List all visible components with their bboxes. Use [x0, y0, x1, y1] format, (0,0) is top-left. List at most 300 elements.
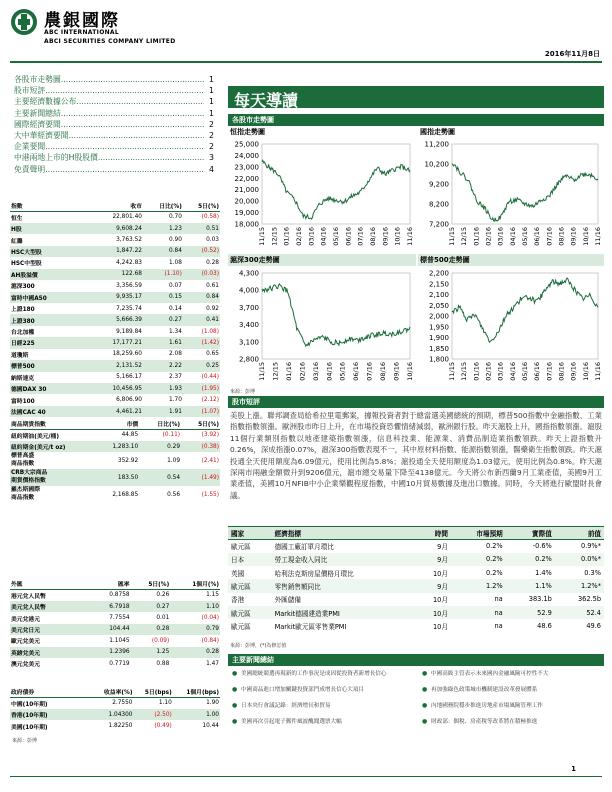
- table-header: 5日(bps): [133, 686, 172, 697]
- row-value: 0.15: [143, 292, 183, 303]
- toc-leader: [61, 74, 204, 85]
- econ-cell: 哈利法克斯房屋價格月環比: [274, 569, 354, 578]
- table-header: 5日(%): [131, 578, 171, 589]
- table-header: 日比(%): [143, 200, 183, 211]
- y-tick-label: 20,000: [234, 197, 259, 206]
- x-tick-label: 09/16: [569, 362, 578, 381]
- toc-leader: [45, 85, 204, 96]
- y-tick-label: 7,200: [428, 220, 449, 229]
- header-divider: [10, 61, 602, 63]
- econ-cell: 9月: [416, 579, 451, 592]
- table-row: [10, 469, 220, 486]
- row-value: 1.09: [167, 457, 181, 464]
- row-value: 0.26: [156, 592, 170, 599]
- row-label: 羅杰斯國際 商品指數: [11, 487, 40, 501]
- x-tick-label: 07/16: [356, 227, 365, 246]
- econ-row: [228, 593, 604, 606]
- plot-area: [452, 144, 598, 224]
- row-value: 0.7719: [109, 660, 130, 667]
- row-value: (1.95): [183, 383, 220, 394]
- table-row: [10, 697, 220, 708]
- x-tick-label: 04/16: [508, 227, 517, 246]
- table-row: [10, 280, 220, 291]
- econ-cell: 0.2%: [506, 553, 555, 566]
- table-row: [10, 234, 220, 245]
- y-tick-label: 2,800: [238, 355, 259, 364]
- x-tick-label: 05/16: [332, 227, 340, 246]
- row-value: (1.49): [181, 469, 220, 486]
- econ-cell: 52.4: [555, 606, 604, 619]
- row-value: 1.47: [206, 660, 219, 667]
- toc-page: 4: [209, 164, 214, 174]
- x-tick-label: 02/16: [484, 227, 493, 246]
- y-tick-label: 10,200: [424, 160, 449, 169]
- x-tick-label: 06/16: [533, 362, 542, 381]
- row-value: 1.10: [170, 601, 220, 612]
- row-value: (0.58): [201, 214, 219, 221]
- econ-cell: 10月: [432, 622, 448, 631]
- table-header: 政府債券: [10, 686, 92, 697]
- y-tick-label: 23,000: [234, 163, 259, 172]
- toc-page: 3: [209, 153, 214, 163]
- x-tick-label: 09/16: [381, 227, 390, 246]
- econ-cell: 0.0%*: [555, 553, 604, 566]
- row-value: 1.93: [143, 383, 183, 394]
- index-table: [10, 200, 220, 417]
- econ-cell: Markit德國建造業PMI: [272, 606, 416, 619]
- table-header: 收益率(%): [92, 686, 133, 697]
- toc-label: 國際經濟要聞: [14, 119, 61, 129]
- y-tick-label: 25,000: [234, 140, 259, 149]
- econ-cell: 1.2%*: [555, 579, 604, 592]
- table-row: [10, 246, 220, 257]
- toc-item[interactable]: [14, 85, 214, 96]
- table-row: [10, 612, 220, 623]
- table-row: [10, 406, 220, 417]
- row-value: 0.28: [206, 259, 219, 266]
- section-market-header: 股市短評: [228, 396, 604, 408]
- bullet-icon: ●: [232, 686, 238, 693]
- econ-cell: 歐元區: [231, 543, 251, 552]
- row-value: 1.82250: [108, 723, 133, 730]
- y-tick-label: 3,700: [238, 303, 259, 312]
- bullet-icon: ●: [232, 718, 238, 725]
- row-label: H股: [10, 223, 92, 234]
- x-tick-label: 08/16: [379, 362, 388, 381]
- row-value: 6.7918: [92, 601, 131, 612]
- row-value: 1.15: [206, 592, 219, 599]
- toc-item[interactable]: [14, 119, 214, 130]
- table-row: [10, 211, 220, 222]
- bullet-icon: ●: [232, 670, 238, 677]
- table-row: [10, 601, 220, 612]
- news-item: [422, 718, 602, 726]
- table-header: 5日(%): [183, 200, 220, 211]
- econ-cell: 0.2%: [485, 542, 503, 551]
- econ-source: 來源：彭博，(*)為修訂值: [230, 643, 287, 649]
- series-line: [452, 164, 598, 222]
- toc-leader: [45, 141, 204, 152]
- row-value: 122.68: [92, 269, 143, 280]
- news-item: [232, 686, 412, 694]
- row-label: 標普高盛 商品指數: [11, 453, 35, 467]
- hscei-chart: [418, 138, 604, 252]
- news-text: 財政部：個稅、房產稅等改革將在積極推進: [431, 719, 538, 725]
- econ-cell: 歐元區: [231, 622, 251, 631]
- toc-label: 股市短評: [14, 86, 46, 96]
- table-row: [10, 349, 220, 360]
- row-label: HSC中型股: [11, 261, 42, 268]
- news-item: [232, 718, 412, 726]
- row-value: 1.61: [143, 337, 183, 348]
- row-label: 英鎊兌美元: [10, 647, 92, 658]
- table-row: [10, 429, 220, 440]
- row-value: (1.55): [201, 491, 219, 498]
- toc-item[interactable]: [14, 108, 214, 119]
- row-value: 22,801.40: [112, 214, 142, 221]
- row-value: 0.28: [170, 647, 220, 658]
- row-label: 滬深300: [11, 284, 35, 291]
- news-item: [422, 670, 602, 678]
- row-value: 0.01: [156, 615, 170, 622]
- x-tick-label: 03/16: [311, 362, 320, 381]
- row-value: 1.91: [143, 406, 183, 417]
- x-tick-label: 11/15: [448, 362, 456, 381]
- row-value: 3,356.59: [116, 282, 142, 289]
- row-value: 0.14: [168, 305, 182, 312]
- table-header: 1個月(%): [170, 578, 220, 589]
- row-value: 0.90: [168, 237, 182, 244]
- row-value: 7,235.74: [116, 305, 142, 312]
- toc-leader: [61, 119, 204, 130]
- y-tick-label: 1,800: [428, 355, 449, 364]
- news-text: 中國高級主管表示未來國內金融風險可控性不大: [431, 671, 549, 677]
- toc-leader: [76, 96, 204, 107]
- row-value: (2.12): [201, 397, 219, 404]
- row-label: 中國(10年期): [11, 701, 48, 708]
- x-tick-label: 12/15: [460, 362, 469, 381]
- table-row: [10, 709, 220, 720]
- company-name-en: ABC INTERNATIONAL: [44, 29, 119, 36]
- toc-item[interactable]: [14, 152, 214, 163]
- news-text: 美國再次引起電子郵件風波醜聞選票大幅: [241, 719, 342, 725]
- news-list-right: [422, 670, 602, 734]
- row-label: 美元兌日元: [10, 624, 92, 635]
- row-value: (3.92): [201, 432, 219, 439]
- row-value: 5,166.17: [116, 374, 142, 381]
- toc-item[interactable]: [14, 74, 214, 85]
- x-tick-label: 05/16: [521, 227, 529, 246]
- x-tick-label: 03/16: [496, 227, 505, 246]
- x-tick-label: 12/15: [460, 227, 469, 246]
- bullet-icon: ●: [232, 702, 238, 709]
- row-value: (0.44): [201, 374, 219, 381]
- y-tick-label: 2,100: [428, 291, 449, 299]
- row-value: 0.65: [206, 351, 219, 358]
- row-value: 4,461.21: [92, 406, 143, 417]
- econ-header: 經濟指標: [272, 527, 416, 540]
- row-value: (0.49): [154, 723, 172, 730]
- y-tick-label: 3,100: [238, 338, 259, 347]
- x-tick-label: 10/16: [393, 227, 402, 246]
- row-value: 0.54: [139, 469, 181, 486]
- econ-cell: 零售銷售額同比: [272, 579, 416, 592]
- row-value: 104.44: [92, 624, 131, 635]
- row-value: 1.70: [168, 397, 182, 404]
- table-header: 日比(%): [139, 418, 181, 429]
- row-value: (0.11): [162, 432, 181, 439]
- table-row: [10, 360, 220, 371]
- econ-cell: na: [494, 595, 503, 604]
- table-header: 指數: [10, 200, 92, 211]
- toc-item[interactable]: [14, 96, 214, 107]
- x-tick-label: 10/16: [406, 362, 414, 381]
- row-value: 2.7550: [112, 700, 133, 707]
- toc-label: 主要新聞總結: [14, 108, 61, 118]
- econ-cell: 383.1b: [528, 595, 552, 604]
- econ-cell: 0.3%: [584, 568, 601, 577]
- toc-leader: [45, 164, 204, 175]
- econ-cell: 日本: [228, 553, 272, 566]
- row-value: 0.61: [206, 282, 219, 289]
- econ-cell: 勞工現金收入同比: [272, 553, 416, 566]
- toc-item[interactable]: [14, 130, 214, 141]
- table-row: [10, 624, 220, 635]
- row-label: 歐元兌美元: [11, 639, 40, 646]
- table-row: [10, 720, 220, 731]
- news-list-left: [232, 670, 412, 734]
- x-tick-label: 01/16: [282, 227, 291, 246]
- row-value: 1.1045: [109, 637, 130, 644]
- x-tick-label: 09/16: [392, 362, 401, 381]
- row-value: 183.50: [92, 469, 139, 486]
- x-tick-label: 01/16: [472, 227, 481, 246]
- y-tick-label: 2,200: [428, 269, 449, 278]
- x-tick-label: 01/16: [284, 362, 293, 381]
- section-chart-header: 各股市走勢圖: [228, 114, 604, 126]
- footer-divider: [10, 776, 602, 777]
- x-tick-label: 02/16: [484, 362, 493, 381]
- chart-title-sp500: 標普500走勢圖: [418, 254, 604, 266]
- y-tick-label: 1,850: [428, 344, 449, 353]
- econ-header: 市場預期: [451, 527, 506, 540]
- y-tick-label: 11,200: [424, 140, 449, 149]
- row-label: 富時中國A50: [10, 292, 92, 303]
- row-label: CRB大宗商品 期貨價格指數: [10, 469, 92, 486]
- row-label: 日經225: [10, 337, 92, 348]
- x-tick-label: 09/16: [569, 227, 578, 246]
- series-line: [262, 160, 410, 219]
- econ-cell: 歐元區: [228, 606, 272, 619]
- x-tick-label: 11/16: [594, 362, 602, 381]
- y-tick-label: 19,000: [234, 209, 259, 218]
- economic-data-table: [228, 526, 604, 633]
- row-value: 1.23: [143, 223, 183, 234]
- row-value: 2.08: [168, 351, 182, 358]
- x-tick-label: 08/16: [369, 227, 377, 246]
- x-tick-label: 03/16: [496, 362, 505, 381]
- econ-header: 前值: [555, 527, 604, 540]
- table-row: [10, 314, 220, 325]
- row-value: 0.56: [167, 491, 181, 498]
- econ-cell: 歐元區: [228, 579, 272, 592]
- row-value: 0.41: [183, 314, 220, 325]
- chart-source: 來源：彭博: [230, 389, 256, 395]
- econ-cell: 英國: [231, 569, 245, 578]
- x-tick-label: 02/16: [295, 227, 303, 246]
- table-row: [10, 589, 220, 600]
- y-tick-label: 21,000: [234, 186, 259, 195]
- x-tick-label: 11/15: [448, 227, 456, 246]
- row-value: 0.84: [143, 246, 183, 257]
- econ-cell: 0.2%: [485, 568, 503, 577]
- row-value: 1.00: [173, 709, 220, 720]
- row-value: 1.10: [158, 700, 172, 707]
- econ-row: [228, 579, 604, 592]
- row-value: 0.27: [131, 601, 171, 612]
- table-row: [10, 486, 220, 503]
- bullet-icon: ●: [422, 718, 428, 725]
- econ-cell: 52.9: [506, 606, 555, 619]
- x-tick-label: 10/16: [581, 227, 590, 246]
- plot-area: [262, 144, 410, 224]
- row-value: (2.41): [201, 457, 219, 464]
- table-row: [10, 269, 220, 280]
- row-label: 納斯達克: [11, 375, 35, 382]
- x-tick-label: 02/16: [298, 362, 307, 381]
- row-value: 9,608.24: [92, 223, 143, 234]
- row-value: 10,456.95: [92, 383, 143, 394]
- market-commentary: 美股上漲。聯邦調查局給希拉里電郵案，據報投資者對于總當選美國總統的預期，標普500指數中金融指數、工業指數指數領漲。歐洲股市昨日上升，在市場投資恐懼情緒減弱，歐洲銀行股。昨天滬股上升，國指指數領漲。滬股11個行業類別指數以地產建築指數領漲，信息科技業、能源業、消費品制造業指數領跌。昨天上證指數升0.26%，深成指漲0.07%，滬深300指數表現不一，其中原材料指數、能源指數領漲，醫藥衛生指數領跌。昨天滬投通全天使用額度為6.09億元，使用比例為5.8%；滬投通全天使用額度為1.03億元，使用比例為0.8%。昨天滬深兩市兩融金額微升到9206億元，滬市總交易量下降至4138億元。今天將公布新西蘭9月工業產值，美國9月工業產值，美國10月NFIB中小企業樂觀程度指數，中國10月貿易數據及進出口數據。同時，今天將進行歐盟財長會議。: [230, 411, 602, 500]
- toc-label: 免責聲明: [14, 164, 46, 174]
- econ-cell: 10月: [432, 596, 448, 605]
- y-tick-label: 24,000: [234, 151, 259, 160]
- row-value: 0.29: [139, 441, 181, 452]
- row-value: 0.8758: [109, 592, 130, 599]
- report-date: 2016年11月8日: [544, 50, 600, 58]
- table-header: 收市: [92, 200, 143, 211]
- y-tick-label: 2,000: [428, 312, 449, 321]
- row-label: 美元兌人民幣: [10, 601, 92, 612]
- bullet-icon: ●: [422, 702, 428, 709]
- econ-row: [228, 540, 604, 553]
- row-label: AH股溢價: [10, 269, 92, 280]
- chart-title-hscei: 國指走勢圖: [420, 128, 455, 136]
- row-value: (1.10): [143, 269, 183, 280]
- x-tick-label: 12/15: [270, 227, 279, 246]
- y-tick-label: 2,050: [428, 301, 449, 310]
- row-value: 0.79: [170, 624, 220, 635]
- table-header: 匯率: [92, 578, 131, 589]
- row-value: 9,935.17: [92, 292, 143, 303]
- econ-cell: 1.4%: [535, 568, 552, 577]
- row-value: 9,189.84: [116, 328, 142, 335]
- row-value: 0.27: [143, 314, 183, 325]
- row-value: (0.09): [151, 637, 170, 644]
- econ-cell: 外匯儲備: [274, 596, 301, 605]
- table-row: [10, 303, 220, 314]
- row-value: 2,168.85: [112, 491, 139, 498]
- row-value: (1.07): [183, 406, 220, 417]
- y-tick-label: 9,200: [428, 180, 449, 189]
- toc-leader: [61, 108, 204, 119]
- row-value: 1.25: [131, 647, 171, 658]
- table-row: [10, 372, 220, 383]
- econ-cell: 德國工廠訂單月環比: [274, 543, 334, 552]
- y-tick-label: 1,900: [428, 334, 449, 342]
- row-label: 法國CAC 40: [10, 406, 92, 417]
- row-value: 7.7554: [109, 615, 130, 622]
- econ-cell: 9月: [416, 553, 451, 566]
- row-label: HSC大型股: [10, 246, 92, 257]
- bullet-icon: ●: [422, 670, 428, 677]
- econ-cell: 9月: [437, 543, 448, 552]
- econ-header: 實際值: [506, 527, 555, 540]
- x-tick-label: 07/16: [545, 227, 554, 246]
- row-value: 0.70: [168, 214, 182, 221]
- row-label: 德國DAX 30: [10, 383, 92, 394]
- x-tick-label: 11/16: [406, 227, 414, 246]
- row-value: 10.44: [202, 723, 219, 730]
- econ-row: [228, 606, 604, 619]
- econ-row: [228, 553, 604, 566]
- econ-cell: 10月: [416, 606, 451, 619]
- table-header: 1個月(bps): [173, 686, 220, 697]
- table-row: [10, 647, 220, 658]
- news-item: [232, 702, 412, 710]
- toc-item[interactable]: [14, 141, 214, 152]
- x-tick-label: 04/16: [325, 362, 334, 381]
- row-value: (0.52): [183, 246, 220, 257]
- econ-cell: -0.6%: [532, 542, 552, 551]
- row-value: 1.2396: [92, 647, 131, 658]
- table-header: 商品期貨指數: [10, 418, 92, 429]
- row-value: 1.90: [206, 700, 219, 707]
- table-row: [10, 635, 220, 646]
- toc-page: 2: [209, 119, 214, 129]
- econ-cell: na: [451, 606, 506, 619]
- news-text: 再加強綠色政策城市機制建設改革發展體系: [431, 687, 538, 693]
- company-name-cn: 農銀國際: [44, 11, 120, 31]
- row-value: 2.22: [143, 360, 183, 371]
- commodity-table: [10, 418, 220, 503]
- toc-label: 中港兩地上市的H股股價: [14, 153, 98, 163]
- x-tick-label: 03/16: [307, 227, 316, 246]
- y-tick-label: 1,950: [428, 323, 449, 332]
- row-value: (2.50): [133, 709, 172, 720]
- section-news-header: 主要新聞總結: [228, 654, 604, 666]
- table-of-contents: [14, 74, 214, 175]
- econ-cell: 1.2%: [451, 579, 506, 592]
- row-label: 道瓊斯: [11, 352, 29, 359]
- row-label: 台北加權: [11, 330, 35, 337]
- row-label: 香港(10年期): [10, 709, 92, 720]
- toc-item[interactable]: [14, 164, 214, 175]
- table-row: [10, 292, 220, 303]
- econ-cell: 49.6: [586, 621, 601, 630]
- row-label: 標普500: [10, 360, 92, 371]
- table-row: [10, 257, 220, 268]
- row-value: 0.07: [168, 282, 182, 289]
- company-name-en-full: ABCI SECURITIES COMPANY LIMITED: [44, 38, 176, 45]
- row-label: 紐約期油(美元/桶): [11, 433, 59, 440]
- news-text: 日本央行會議記錄：經濟增長和貿易: [241, 703, 331, 709]
- row-value: 1,283.10: [92, 441, 139, 452]
- table-header: 外匯: [10, 578, 92, 589]
- toc-label: 大中華經濟要聞: [14, 131, 69, 141]
- page-title: 每天導讀: [234, 91, 299, 110]
- econ-cell: 1.1%: [506, 579, 555, 592]
